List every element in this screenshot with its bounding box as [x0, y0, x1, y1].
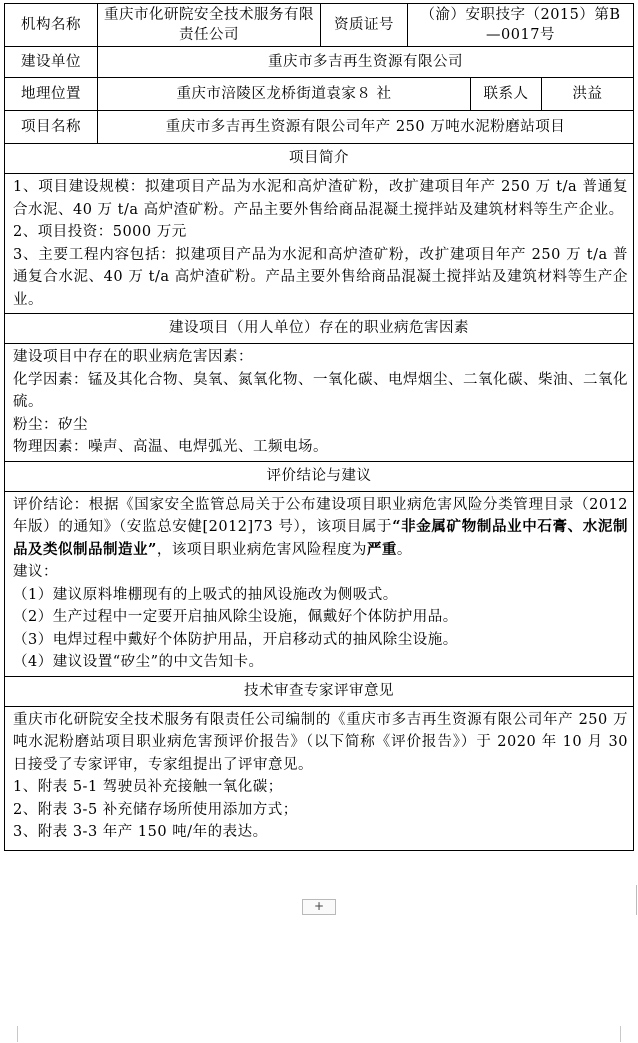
org-label: 机构名称 — [5, 4, 98, 47]
hazards-heading: 建设项目（用人单位）存在的职业病危害因素 — [5, 314, 634, 344]
industry-category: “非金属矿物制品业中石膏、水泥制品及类似制品制造业” — [13, 518, 629, 558]
review-item: 3、附表 3-3 年产 150 吨/年的表达。 — [13, 824, 268, 840]
assessment-table — [4, 3, 634, 851]
contact-value: 洪益 — [542, 78, 634, 111]
intro-line: 1、项目建设规模：拟建项目产品为水泥和高炉渣矿粉，改扩建项目年产 250 万 t/a 普通复合水泥、40 万 t/a 高炉渣矿粉。产品主要外售给商品混凝土搅拌站及建筑材料等生产企业。 — [13, 179, 629, 218]
page-corner-mark-left — [9, 1026, 18, 1042]
risk-level: 严重 — [366, 540, 397, 558]
cert-label: 资质证号 — [321, 4, 408, 47]
page-corner-mark-right — [620, 1026, 629, 1042]
suggestion-item: （3）电焊过程中戴好个体防护用品，开启移动式的抽风除尘设施。 — [13, 631, 458, 648]
location-value: 重庆市涪陵区龙桥街道袁家８ 社 — [98, 78, 471, 111]
intro-line: 3、主要工程内容包括：拟建项目产品为水泥和高炉渣矿粉，改扩建项目年产 250 万 t/a 普通复合水泥、40 万 t/a 高炉渣矿粉。产品主要外售给商品混凝土搅拌站及建筑材料等生产企业。 — [13, 246, 629, 308]
hazard-line: 物理因素：噪声、高温、电焊弧光、工频电场。 — [13, 439, 328, 455]
review-item: 1、附表 5-1 驾驶员补充接触一氧化碳； — [13, 779, 283, 795]
conclusion-heading: 评价结论与建议 — [5, 461, 634, 491]
builder-value: 重庆市多吉再生资源有限公司 — [98, 47, 634, 78]
hazard-line: 建设项目中存在的职业病危害因素： — [13, 349, 253, 365]
cert-value: （渝）安职技字（2015）第B—0017号 — [408, 4, 634, 47]
org-value: 重庆市化研院安全技术服务有限责任公司 — [98, 4, 321, 47]
suggestion-item: （2）生产过程中一定要开启抽风除尘设施，佩戴好个体防护用品。 — [13, 609, 458, 625]
review-heading: 技术审查专家评审意见 — [5, 676, 634, 706]
builder-label: 建设单位 — [5, 47, 98, 78]
contact-label: 联系人 — [471, 78, 542, 111]
hazard-line: 粉尘：矽尘 — [13, 416, 88, 433]
hazard-line: 化学因素：锰及其化合物、臭氧、氮氧化物、一氧化碳、电焊烟尘、二氧化碳、柴油、二氧化硫。 — [13, 371, 629, 410]
add-row-button[interactable]: + — [302, 899, 336, 915]
location-label: 地理位置 — [5, 78, 98, 111]
suggestion-item: （1）建议原料堆棚现有的上吸式的抽风设施改为侧吸式。 — [13, 586, 398, 603]
hazards-body — [5, 344, 634, 462]
suggest-label: 建议： — [13, 564, 58, 580]
review-intro: 重庆市化研院安全技术服务有限责任公司编制的《重庆市多吉再生资源有限公司年产 250 万吨水泥粉磨站项目职业病危害预评价报告》（以下简称《评价报告》）于 2020 年 10 月 30 日接受了专家评审，专家组提出了评审意见。 — [13, 711, 629, 773]
conclusion-body — [5, 491, 634, 676]
intro-body — [5, 174, 634, 314]
project-value: 重庆市多吉再生资源有限公司年产 250 万吨水泥粉磨站项目 — [98, 111, 634, 144]
review-item: 2、附表 3-5 补充储存场所使用添加方式； — [13, 801, 298, 818]
project-label: 项目名称 — [5, 111, 98, 144]
page-edge-marker — [636, 885, 637, 915]
conclusion-text: 评价结论：根据《国家安全监管总局关于公布建设项目职业病危害风险分类管理目录（2012 年版）的通知》（安监总安健[2012]73 号），该项目属于“非金属矿物制品业中石膏、水泥制品及类似制品制造业”，该项目职业病危害风险程度为严重。 — [13, 496, 629, 558]
review-body — [5, 706, 634, 850]
intro-line: 2、项目投资：5000 万元 — [13, 224, 187, 240]
intro-heading: 项目简介 — [5, 144, 634, 174]
suggestion-item: （4）建议设置“矽尘”的中文告知卡。 — [13, 654, 264, 670]
